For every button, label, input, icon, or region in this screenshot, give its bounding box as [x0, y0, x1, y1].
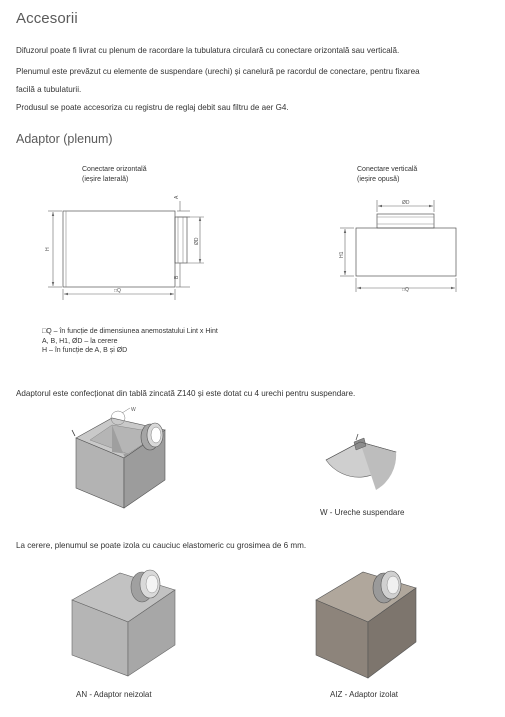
caption-aiz: AIZ - Adaptor izolat	[330, 690, 399, 699]
dim-d-label: ØD	[194, 237, 200, 245]
material-paragraph: Adaptorul este confecționat din tablă zincată Z140 și este dotat cu 4 urechi pentru suspendare.	[16, 389, 356, 398]
intro-paragraph-1: Difuzorul poate fi livrat cu plenum de racordare la tubulatura circulară cu conectare orizontală sau verticală.	[16, 46, 400, 55]
diagram-left-label-1: Conectare orizontală	[82, 166, 147, 173]
legend-item: □Q – în funcție de dimensiunea anemostatului Lint x Hint	[42, 328, 218, 335]
section-title: Adaptor (plenum)	[16, 132, 113, 146]
dim-h-label: H	[45, 247, 51, 251]
diagram-left-label-2: (ieșire laterală)	[82, 176, 129, 183]
diagram-right-label-1: Conectare verticală	[357, 166, 418, 173]
dim-q-right-label: □Q	[402, 287, 409, 293]
dim-h1-label: H1	[339, 251, 345, 258]
page-title: Accesorii	[16, 10, 78, 27]
dim-q-label: □Q	[114, 288, 121, 294]
intro-paragraph-2: Plenumul este prevăzut cu elemente de suspendare (urechi) și canelură pe racordul de conectare, pentru fixarea	[16, 67, 420, 76]
intro-paragraph-4: Produsul se poate accesoriza cu registru de reglaj debit sau filtru de aer G4.	[16, 103, 289, 112]
caption-an: AN - Adaptor neizolat	[76, 690, 152, 699]
diagram-right-label-2: (ieșire opusă)	[357, 176, 400, 183]
legend-item: H – în funcție de A, B și ØD	[42, 347, 128, 354]
dim-d-top-label: ØD	[402, 200, 410, 206]
intro-paragraph-3: facilă a tubulaturii.	[16, 85, 82, 94]
dim-b-label: B	[174, 275, 180, 279]
ear-caption: W - Ureche suspendare	[320, 508, 405, 517]
insulation-paragraph: La cerere, plenumul se poate izola cu cauciuc elastomeric cu grosimea de 6 mm.	[16, 541, 307, 550]
dim-a-label: A	[174, 195, 180, 199]
legend-item: A, B, H1, ØD – la cerere	[42, 337, 118, 345]
detail-marker: W	[131, 407, 136, 413]
